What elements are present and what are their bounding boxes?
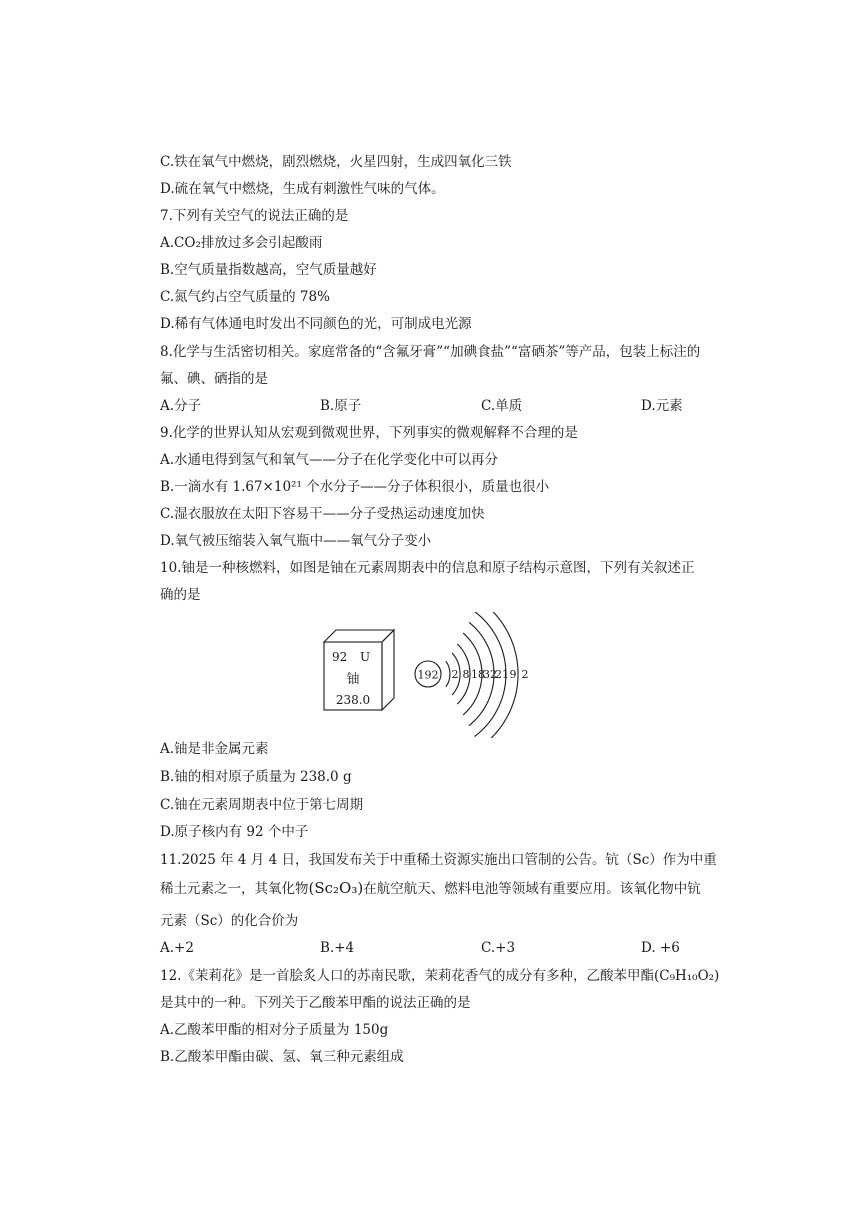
q12-option-a: A.乙酸苯甲酯的相对分子质量为 150g xyxy=(160,1022,389,1038)
atomic-number: 92 xyxy=(332,650,348,664)
q9-option-d: D.氧气被压缩装入氧气瓶中——氧气分子变小 xyxy=(160,533,432,549)
electron-shells xyxy=(446,612,529,738)
q8-option-c: C.单质 xyxy=(481,398,523,414)
q11-stem-line3: 元素（Sc）的化合价为 xyxy=(160,913,299,929)
shell-electron-count: 32 xyxy=(483,668,497,681)
electron-shell-arc xyxy=(446,661,450,687)
atomic-mass: 238.0 xyxy=(335,693,371,707)
q9-option-b: B.一滴水有 1.67×10²¹ 个水分子——分子体积很小，质量也很小 xyxy=(160,479,550,495)
shell-electron-count: 8 xyxy=(462,668,470,681)
q9-stem: 9.化学的世界认知从宏观到微观世界，下列事实的微观解释不合理的是 xyxy=(160,425,578,441)
q8-stem-line1: 8.化学与生活密切相关。家庭常备的“含氟牙膏”“加碘食盐”“富硒茶”等产品，包装上标注的 xyxy=(160,344,701,360)
q8-option-b: B.原子 xyxy=(320,398,362,414)
q7-stem: 7.下列有关空气的说法正确的是 xyxy=(160,208,349,224)
q6-option-c: C.铁在氧气中燃烧，剧烈燃烧，火星四射，生成四氧化三铁 xyxy=(160,154,512,170)
q12-stem-line2: 是其中的一种。下列关于乙酸苯甲酯的说法正确的是 xyxy=(160,995,471,1011)
q12-stem-line1: 12.《茉莉花》是一首脍炙人口的苏南民歌，茉莉花香气的成分有多种，乙酸苯甲酯(C₉H₁₀O₂) xyxy=(160,968,720,984)
q8-option-d: D.元素 xyxy=(641,398,683,414)
atomic-structure-diagram xyxy=(415,612,529,738)
q11-stem-line1: 11.2025 年 4 月 4 日，我国发布关于中重稀土资源实施出口管制的公告。钪（Sc）作为中重 xyxy=(160,852,717,868)
q11-option-c: C.+3 xyxy=(481,940,516,956)
q10-stem-line1: 10.铀是一种核燃料，如图是铀在元素周期表中的信息和原子结构示意图，下列有关叙述正 xyxy=(160,560,695,576)
q8-stem-line2: 氟、碘、硒指的是 xyxy=(160,371,268,387)
q7-option-a: A.CO₂排放过多会引起酸雨 xyxy=(160,235,323,251)
q7-option-d: D.稀有气体通电时发出不同颜色的光，可制成电光源 xyxy=(160,316,472,332)
shell-electron-count: 2 xyxy=(451,668,459,681)
q9-option-c: C.湿衣服放在太阳下容易干——分子受热运动速度加快 xyxy=(160,506,485,522)
q10-option-c: C.铀在元素周期表中位于第七周期 xyxy=(160,797,364,813)
uranium-figure xyxy=(318,612,558,738)
q8-option-a: A.分子 xyxy=(160,398,202,414)
q11-stem-line2 xyxy=(160,879,701,898)
element-name: 铀 xyxy=(346,672,360,687)
q7-option-c: C.氮气约占空气质量的 78% xyxy=(160,289,330,305)
q6-option-d: D.硫在氧气中燃烧，生成有刺激性气味的气体。 xyxy=(160,181,445,197)
element-symbol: U xyxy=(360,650,371,664)
q11-option-d: D. +6 xyxy=(641,940,680,956)
q7-option-b: B.空气质量指数越高，空气质量越好 xyxy=(160,262,377,278)
q11-line2-text-b: 在航空航天、燃料电池等领域有重要应用。该氧化物中钪 xyxy=(363,881,701,897)
shell-electron-count: 2 xyxy=(521,668,529,681)
oxide-formula: (Sc₂O₃) xyxy=(308,879,364,897)
nuclear-charge: 192 xyxy=(417,668,439,682)
q12-option-b: B.乙酸苯甲酯由碳、氢、氧三种元素组成 xyxy=(160,1049,404,1065)
shell-electron-count: 18 xyxy=(471,668,485,681)
shell-electron-count: 9 xyxy=(509,668,517,681)
q10-stem-line2: 确的是 xyxy=(160,587,201,603)
shell-electron-count: 21 xyxy=(495,668,509,681)
q10-option-b: B.铀的相对原子质量为 238.0 g xyxy=(160,769,352,785)
q10-option-a: A.铀是非金属元素 xyxy=(160,741,269,757)
q11-line2-text-a: 稀土元素之一，其氧化物 xyxy=(160,881,309,897)
q11-option-a: A.+2 xyxy=(160,940,194,956)
periodic-table-cell xyxy=(324,630,394,710)
q10-option-d: D.原子核内有 92 个中子 xyxy=(160,824,309,840)
q11-option-b: B.+4 xyxy=(320,940,355,956)
q9-option-a: A.水通电得到氢气和氧气——分子在化学变化中可以再分 xyxy=(160,452,499,468)
